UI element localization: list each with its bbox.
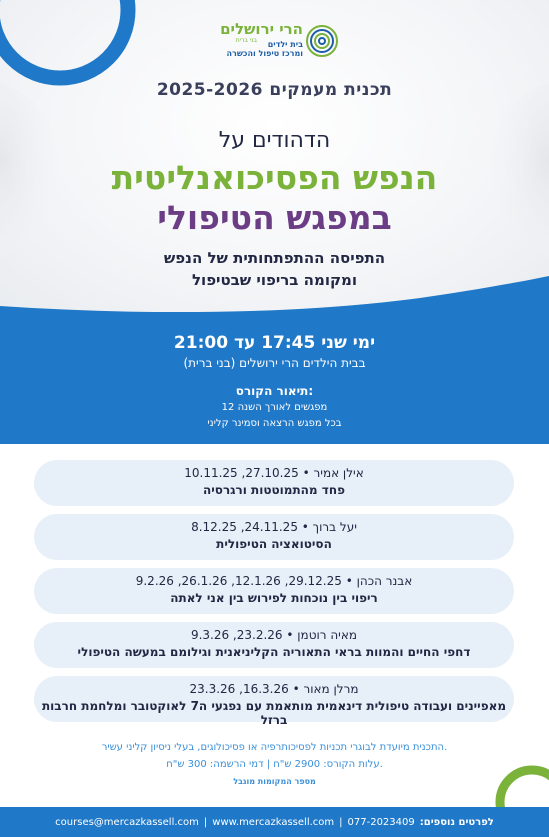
session-meta: אבנר הכהן • 29.12.25, 12.1.26, 26.1.26, 9.2.26 [135, 574, 413, 588]
session-dates: 23.2.26, 9.3.26 [190, 628, 283, 642]
session-dates: 29.12.25, 12.1.26, 26.1.26, 9.2.26 [135, 574, 342, 588]
session-dates: 16.3.26, 23.3.26 [189, 682, 289, 696]
session-card [34, 676, 514, 727]
course-description-heading: תיאור הקורס: [235, 384, 314, 398]
session-lecturer: מרלן מאור [303, 682, 359, 696]
session-topic: דחפי החיים והמוות בראי התאוריה הקליניאנית וגילומם במעשה הטיפולי [77, 645, 471, 659]
session-meta: אילן אמיר • 27.10.25, 10.11.25 [184, 466, 364, 480]
session-topic: הסיטואציה הטיפולית [216, 537, 332, 551]
logo-line-top: בני ברית [235, 37, 257, 44]
course-description-line-1: 12 מפגשים לאורך השנה [221, 402, 328, 413]
session-dates: 27.10.25, 10.11.25 [184, 466, 299, 480]
program-title: תכנית מעמקים 2025-2026 [156, 80, 393, 100]
phone-link[interactable]: 077-2023409 [347, 816, 415, 828]
organization-logo [213, 20, 339, 60]
session-lecturer: אבנר הכהן [356, 574, 413, 588]
website-link[interactable]: www.mercazkassell.com [212, 816, 335, 828]
session-card [34, 622, 514, 668]
session-card [34, 514, 514, 560]
separator: | [203, 816, 208, 828]
separator: | [339, 816, 343, 828]
heading-line-2: הנפש הפסיכואנליטית [111, 158, 438, 197]
session-meta: מאיה רוטמן • 23.2.26, 9.3.26 [190, 628, 358, 642]
logo-name: הרי ירושלים [220, 20, 303, 38]
session-meta: יעל ברוך • 24.11.25, 8.12.25 [191, 520, 357, 534]
session-lecturer: מאיה רוטמן [297, 628, 358, 642]
contact-label: לפרטים נוספים: [419, 816, 494, 828]
session-topic: מאפיינים ועבודה טיפולית דינאמית מותאמת עם נפגעי ה7 לאוקטובר ומלחמת חרבות ברזל [41, 699, 507, 727]
logo-line-2: ומרכז טיפול והכשרה [226, 49, 303, 58]
heading-line-3: במפגש הטיפולי [157, 198, 392, 237]
session-lecturer: אילן אמיר [313, 466, 364, 480]
subtitle-line-1: התפיסה ההתפתחותית של הנפש [163, 249, 386, 267]
session-topic: פחד מהתמוטטות ורגרסיה [203, 483, 345, 497]
decorative-arc-bottom [492, 758, 549, 807]
logo-line-1: בית ילדים [267, 40, 303, 49]
course-description-line-2: בכל מפגש הרצאה וסמינר קליני [207, 418, 342, 429]
session-meta: מרלן מאור • 16.3.26, 23.3.26 [189, 682, 359, 696]
contact-footer [0, 807, 549, 837]
email-link[interactable]: courses@mercazkassell.com [55, 816, 199, 828]
session-topic: ריפוי בין נוכחות לפירוש בין אני לאתה [170, 591, 378, 605]
session-card [34, 568, 514, 614]
schedule-place: בבית הילדים הרי ירושלים (בני ברית) [183, 356, 366, 370]
session-lecturer: יעל ברוך [312, 520, 357, 534]
heading-line-1: הדהודים על [218, 128, 331, 153]
subtitle-line-2: ומקומה בריפוי שבטיפול [191, 271, 358, 289]
limited-seats-note: מספר המקומות מוגבל [233, 777, 316, 786]
session-dates: 24.11.25, 8.12.25 [191, 520, 298, 534]
cost-note: עלות הקורס: 2900 ש"ח | דמי הרשמה: 300 ש"ח. [166, 759, 383, 770]
blue-band-wave [0, 276, 549, 316]
fingerprint-logo-icon [305, 24, 339, 58]
session-card [34, 460, 514, 506]
audience-note: התכנית מיועדת לבוגרי תכניות לפסיכותרפיה או פסיכולוגים, בעלי ניסיון קליני עשיר. [101, 742, 448, 753]
schedule-time: ימי שני 17:45 עד 21:00 [173, 333, 376, 353]
